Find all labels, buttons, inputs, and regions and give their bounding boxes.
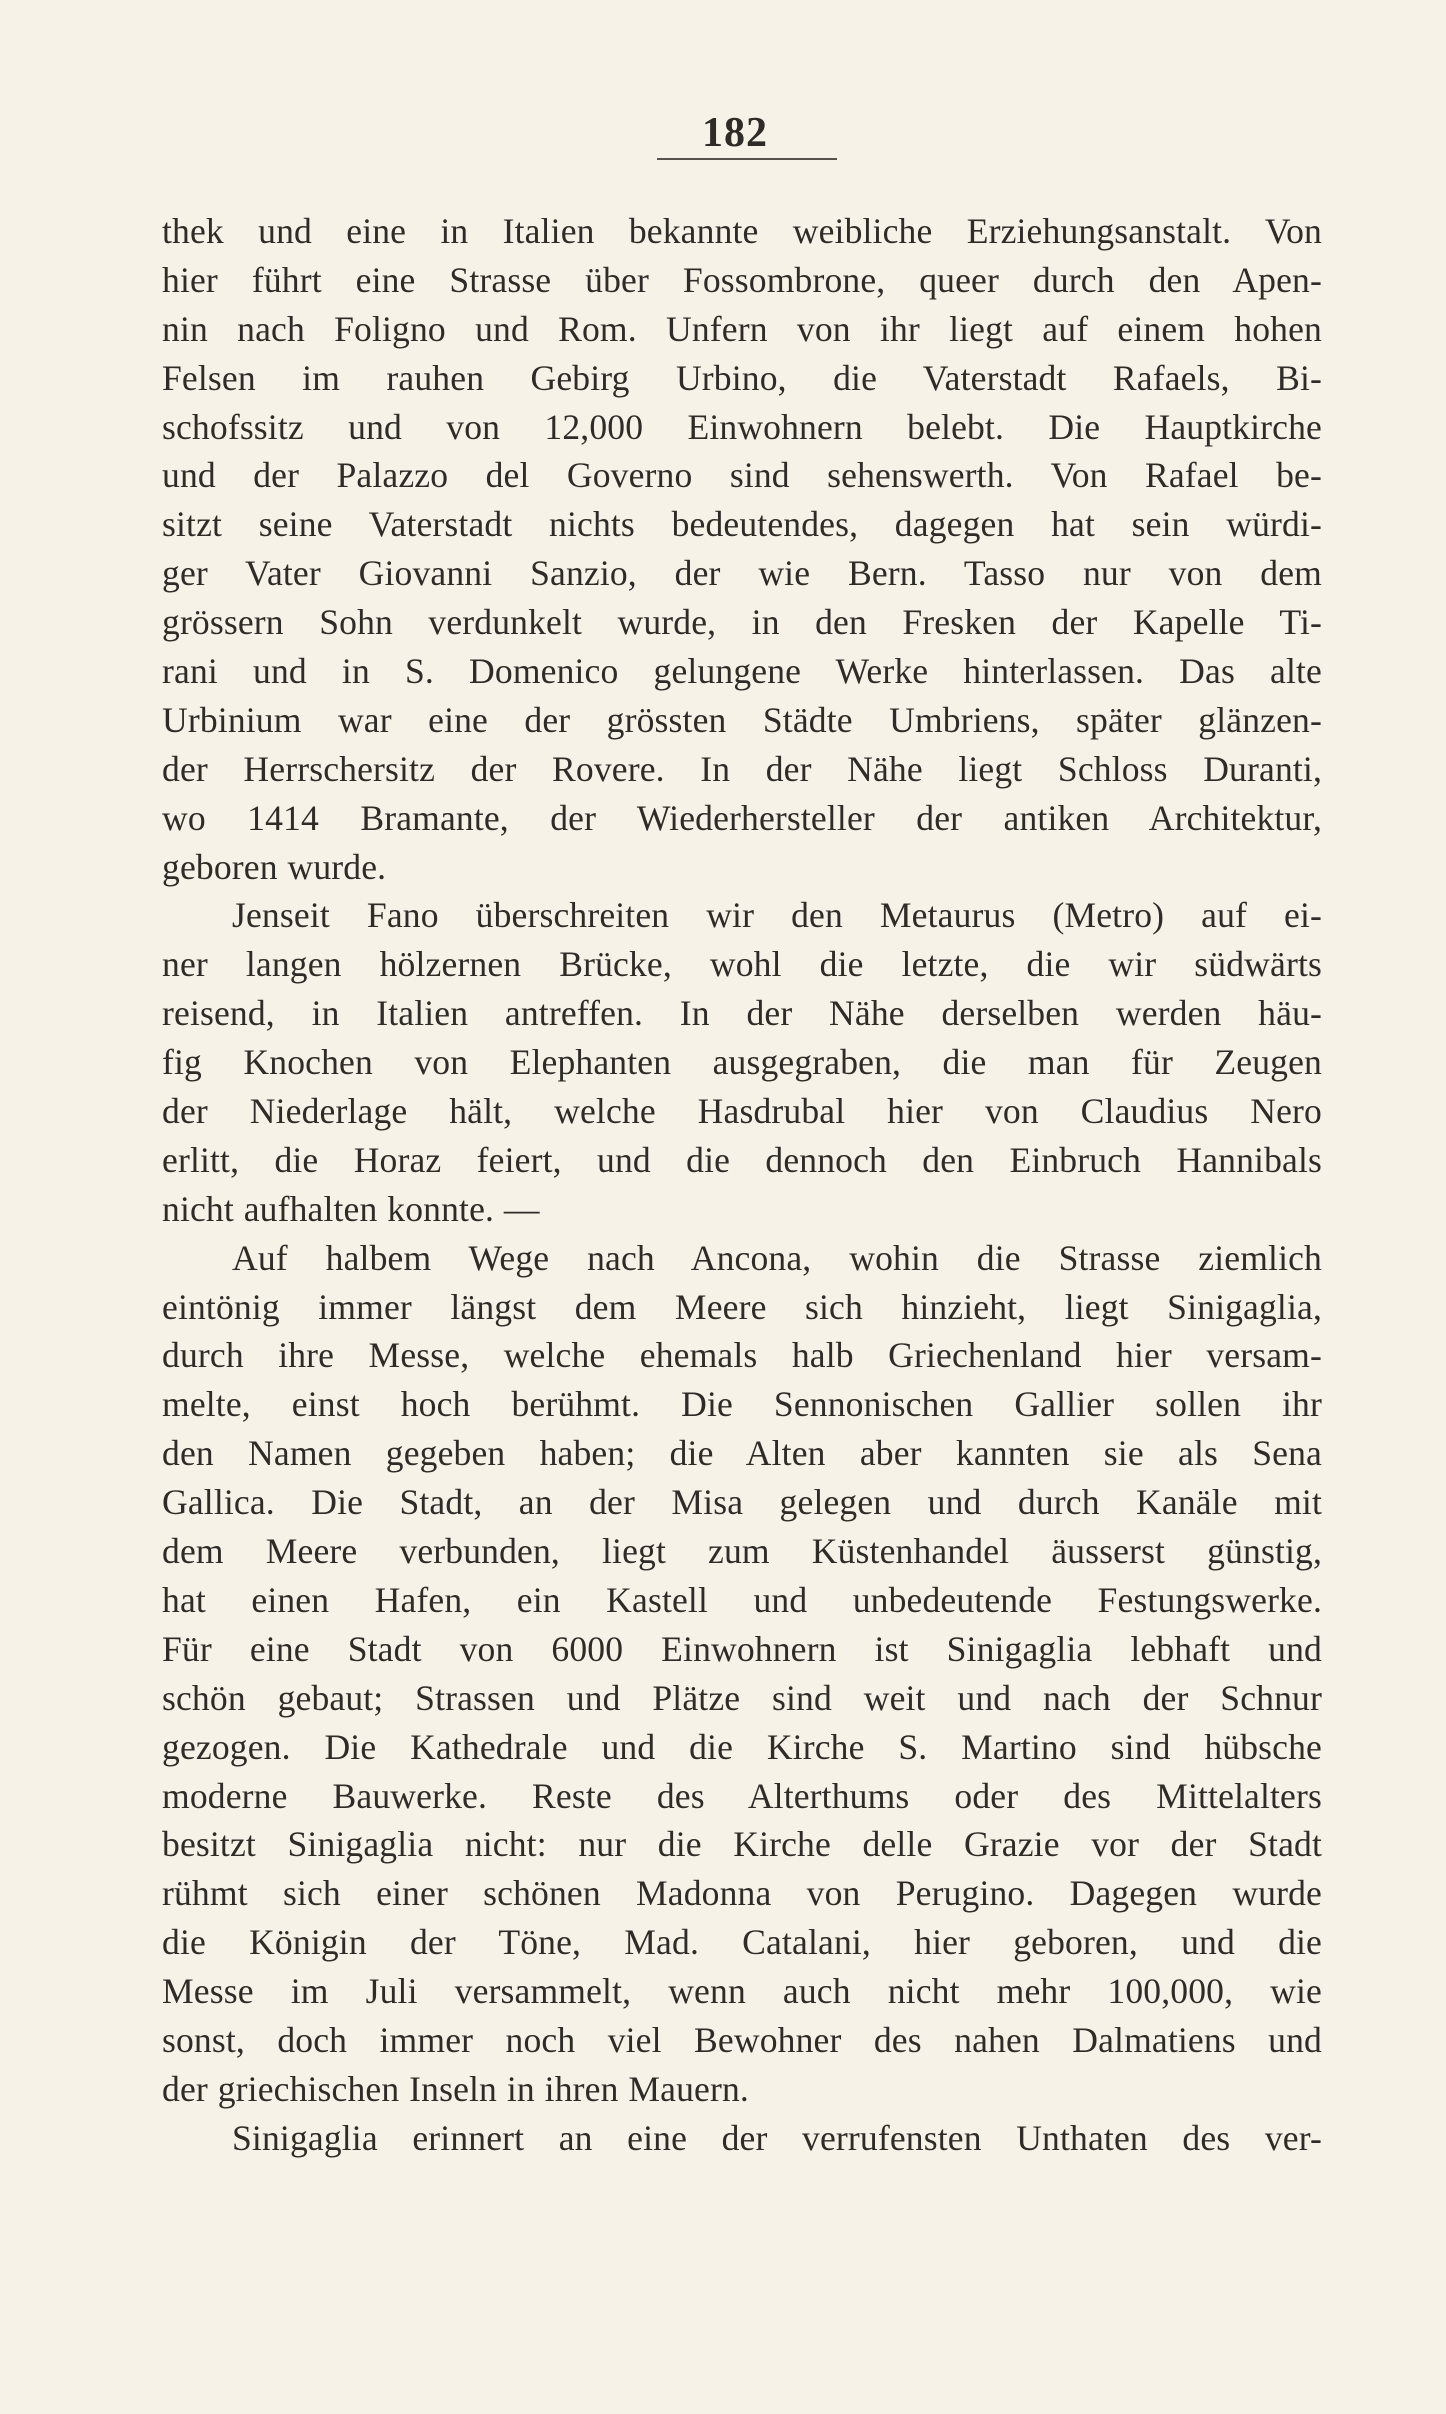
page-number: 182 [702,110,768,156]
text-line: Felsen im rauhen Gebirg Urbino, die Vaterstadt Rafaels, Bi- [162,357,1322,398]
page-number-rule [657,158,837,160]
text-line: Messe im Juli versammelt, wenn auch nicht mehr 100,000, wie [162,1971,1322,2012]
text-line: nin nach Foligno und Rom. Unfern von ihr liegt auf einem hohen [162,308,1322,349]
text-line: sonst, doch immer noch viel Bewohner des nahen Dalmatiens und [162,2019,1322,2060]
paragraph-start-line: Sinigaglia erinnert an eine der verrufensten Unthaten des ver- [232,2117,1322,2158]
text-line: nicht aufhalten konnte. — [162,1188,540,1229]
text-line: besitzt Sinigaglia nicht: nur die Kirche delle Grazie vor der Stadt [162,1824,1322,1865]
text-line: dem Meere verbunden, liegt zum Küstenhandel äusserst günstig, [162,1531,1322,1572]
body-text [162,207,1322,2163]
text-line: die Königin der Töne, Mad. Catalani, hier geboren, und die [162,1922,1322,1963]
text-line: durch ihre Messe, welche ehemals halb Griechenland hier versam- [162,1335,1322,1376]
text-line: wo 1414 Bramante, der Wiederhersteller der antiken Architektur, [162,797,1322,838]
text-line: hier führt eine Strasse über Fossombrone, queer durch den Apen- [162,259,1322,300]
text-line: Für eine Stadt von 6000 Einwohnern ist Sinigaglia lebhaft und [162,1628,1322,1669]
text-line: der Niederlage hält, welche Hasdrubal hier von Claudius Nero [162,1091,1322,1132]
text-line: schofssitz und von 12,000 Einwohnern belebt. Die Hauptkirche [162,406,1322,447]
text-line: gezogen. Die Kathedrale und die Kirche S. Martino sind hübsche [162,1726,1322,1767]
text-line: eintönig immer längst dem Meere sich hinzieht, liegt Sinigaglia, [162,1286,1322,1327]
text-line: Gallica. Die Stadt, an der Misa gelegen und durch Kanäle mit [162,1482,1322,1523]
text-line: ger Vater Giovanni Sanzio, der wie Bern. Tasso nur von dem [162,553,1322,594]
paragraph-start-line: Auf halbem Wege nach Ancona, wohin die Strasse ziemlich [232,1237,1322,1278]
text-line: ner langen hölzernen Brücke, wohl die letzte, die wir südwärts [162,944,1322,985]
text-line: den Namen gegeben haben; die Alten aber kannten sie als Sena [162,1433,1322,1474]
text-line: reisend, in Italien antreffen. In der Nähe derselben werden häu- [162,993,1322,1034]
text-line: und der Palazzo del Governo sind sehenswerth. Von Rafael be- [162,455,1322,496]
text-line: schön gebaut; Strassen und Plätze sind weit und nach der Schnur [162,1677,1322,1718]
text-line: hat einen Hafen, ein Kastell und unbedeutende Festungswerke. [162,1579,1322,1620]
text-line: thek und eine in Italien bekannte weibliche Erziehungsanstalt. Von [162,211,1322,251]
text-line: der Herrschersitz der Rovere. In der Nähe liegt Schloss Duranti, [162,748,1322,789]
text-line: der griechischen Inseln in ihren Mauern. [162,2068,749,2109]
text-line: grössern Sohn verdunkelt wurde, in den Fresken der Kapelle Ti- [162,602,1322,643]
text-line: rani und in S. Domenico gelungene Werke hinterlassen. Das alte [162,651,1322,692]
text-line: melte, einst hoch berühmt. Die Sennonischen Gallier sollen ihr [162,1384,1322,1425]
text-line: rühmt sich einer schönen Madonna von Perugino. Dagegen wurde [162,1873,1322,1914]
text-line: fig Knochen von Elephanten ausgegraben, die man für Zeugen [162,1042,1322,1083]
paragraph-start-line: Jenseit Fano überschreiten wir den Metaurus (Metro) auf ei- [232,895,1322,936]
text-line: moderne Bauwerke. Reste des Alterthums oder des Mittelalters [162,1775,1322,1816]
text-line: sitzt seine Vaterstadt nichts bedeutendes, dagegen hat sein würdi- [162,504,1322,545]
text-line: Urbinium war eine der grössten Städte Umbriens, später glänzen- [162,699,1322,740]
text-line: erlitt, die Horaz feiert, und die dennoch den Einbruch Hannibals [162,1139,1322,1180]
text-line: geboren wurde. [162,846,387,887]
